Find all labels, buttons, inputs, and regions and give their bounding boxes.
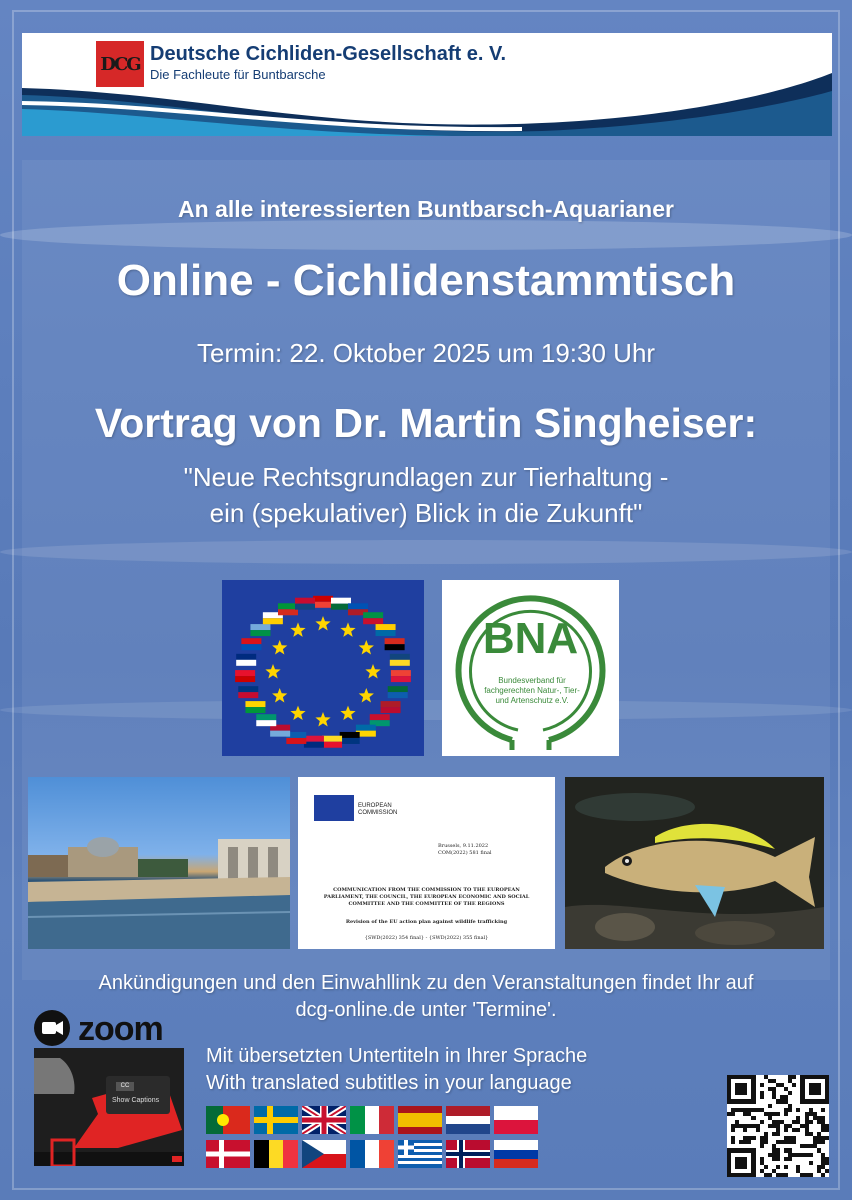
flag-sweden-icon	[254, 1106, 298, 1134]
eu-commission-logo-icon	[314, 795, 354, 821]
zoom-cc-badge: CC	[116, 1082, 134, 1091]
flag-russia-icon	[494, 1140, 538, 1168]
eu-flag-image	[222, 580, 424, 756]
bna-logo	[442, 580, 619, 756]
reichstag-scene	[28, 777, 290, 949]
flag-uk-icon	[302, 1106, 346, 1134]
subtitle-note-de: Mit übersetzten Untertiteln in Ihrer Sprache	[206, 1045, 588, 1067]
flag-netherlands-icon	[446, 1106, 490, 1134]
eu-stars-icon	[222, 580, 424, 756]
org-tagline: Die Fachleute für Buntbarsche	[150, 67, 326, 82]
zoom-logo	[34, 1010, 184, 1046]
event-title: Online - Cichlidenstammtisch	[116, 256, 736, 305]
speaker-line: Vortrag von Dr. Martin Singheiser:	[94, 400, 758, 446]
bna-ring-icon	[442, 580, 619, 756]
doc-swd: {SWD(2022) 354 final} - {SWD(2022) 355 final}	[364, 935, 489, 941]
topic-line-2: ein (spekulativer) Blick in die Zukunft"	[209, 498, 643, 528]
bna-fullname: Bundesverband für fachgerechten Natur-, Tier- und Artenschutz e.V.	[484, 676, 580, 705]
intro-text: An alle interessierten Buntbarsch-Aquarianer	[178, 196, 674, 222]
zoom-toolbar-scene	[34, 1048, 184, 1166]
announcement-line-1: Ankündigungen und den Einwahllink zu den Veranstaltungen findet Ihr auf	[98, 972, 754, 994]
fish-scene	[565, 777, 824, 949]
header-banner	[22, 33, 832, 136]
org-name: Deutsche Cichliden-Gesellschaft e. V.	[150, 43, 507, 65]
zoom-captions-screenshot	[34, 1048, 184, 1166]
flag-italy-icon	[350, 1106, 394, 1134]
cichlid-photo	[565, 777, 824, 949]
qr-code	[727, 1075, 829, 1177]
dcg-logo: DCG	[96, 41, 144, 87]
doc-org-line-2: COMMISSION	[358, 810, 398, 816]
eu-commission-document	[298, 777, 555, 949]
doc-org-line-1: EUROPEAN	[358, 803, 392, 809]
bna-acronym: BNA	[482, 614, 579, 663]
flag-portugal-icon	[206, 1106, 250, 1134]
topic-line-1: "Neue Rechtsgrundlagen zur Tierhaltung -	[183, 462, 669, 492]
zoom-camera-icon	[34, 1010, 70, 1046]
announcement-line-2: dcg-online.de unter 'Termine'.	[295, 999, 557, 1021]
language-flags	[206, 1106, 546, 1172]
doc-heading-2: PARLIAMENT, THE COUNCIL, THE EUROPEAN ECONOMIC AND SOCIAL	[323, 894, 530, 900]
flag-czech-icon	[302, 1140, 346, 1168]
subtitle-note-en: With translated subtitles in your language	[206, 1072, 572, 1094]
flag-france-icon	[350, 1140, 394, 1168]
doc-heading-1: COMMUNICATION FROM THE COMMISSION TO THE EUROPEAN	[333, 887, 520, 893]
doc-date: Brussels, 9.11.2022	[438, 843, 489, 849]
flag-poland-icon	[494, 1106, 538, 1134]
doc-heading-3: COMMITTEE AND THE COMMITTEE OF THE REGIONS	[348, 901, 505, 907]
zoom-wordmark: zoom	[78, 1010, 163, 1048]
doc-reference: COM(2022) 581 final	[438, 850, 492, 856]
event-date: Termin: 22. Oktober 2025 um 19:30 Uhr	[196, 338, 656, 368]
flag-belgium-icon	[254, 1140, 298, 1168]
berlin-photo	[28, 777, 290, 949]
flag-spain-icon	[398, 1106, 442, 1134]
flag-denmark-icon	[206, 1140, 250, 1168]
flag-greece-icon	[398, 1140, 442, 1168]
flag-norway-icon	[446, 1140, 490, 1168]
doc-subject: Revision of the EU action plan against wildlife trafficking	[345, 919, 508, 925]
zoom-show-captions-label: Show Captions	[112, 1097, 160, 1104]
